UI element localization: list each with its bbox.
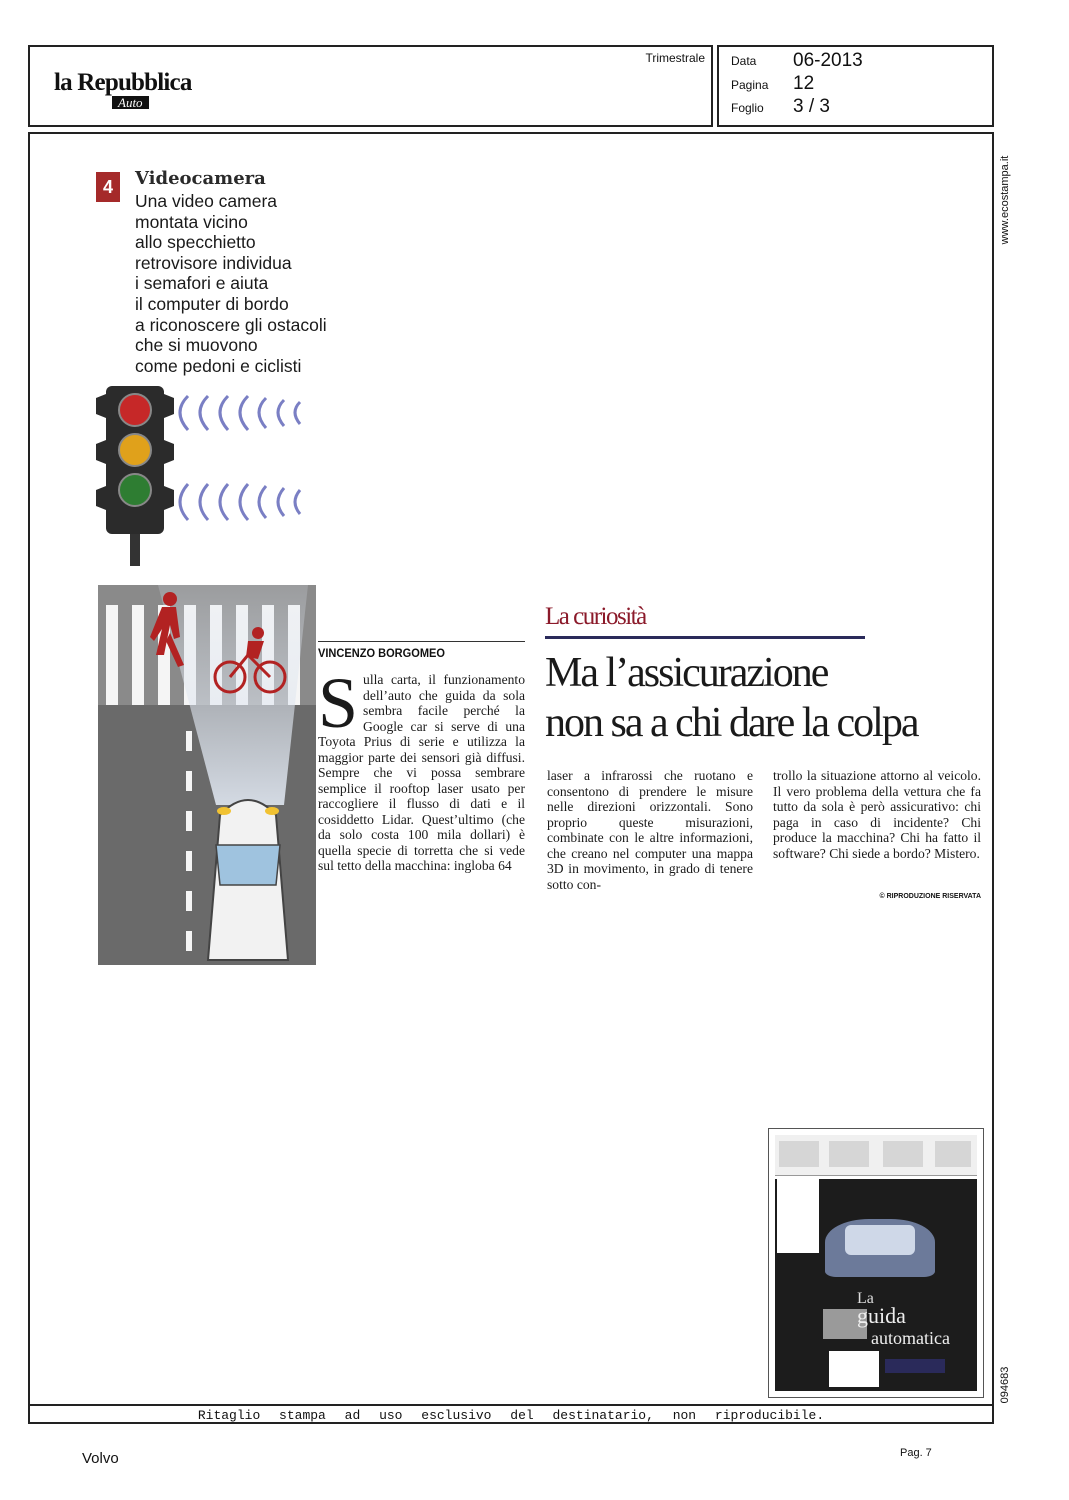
pagina-value: 12	[793, 73, 815, 94]
thumbnail-dark-page	[775, 1179, 977, 1391]
headline-line-1: Ma l’assicurazione	[545, 650, 828, 696]
article-column-3	[773, 768, 981, 861]
description-line: che si muovono	[135, 335, 258, 356]
description-line: come pedoni e ciclisti	[135, 355, 302, 376]
thumbnail-title-line-1: La	[857, 1290, 874, 1307]
column-2-text: laser a infrarossi che ruotano e consentono di prendere le misure nelle direzioni orizzontali. Sono proprio queste misurazioni, combinate con le altre informazioni, che creano nel computer una mappa 3D in movimento, in grado di tenere sotto con-	[547, 768, 753, 892]
page-number: Pag. 7	[900, 1447, 932, 1459]
footer-divider	[30, 1404, 992, 1406]
header-meta-box	[717, 45, 994, 127]
column-1-text: ulla carta, il funzionamento dell’auto che guida da sola sembra facile perché la Google car si serve di una Toyota Prius di serie e utilizza la maggior parte dei sensori già diffusi. Sempre che vi possa sembrare semplice il rooftop laser usato per raccogliere il flusso di dati e il cosiddetto Lidar. Quest’ultimo (che da solo costa 100 mila dollari) è quella specie di torretta che si vede sul tetto della macchina: ingloba 64	[318, 672, 525, 873]
data-value: 06-2013	[793, 50, 863, 71]
page-thumbnail	[768, 1128, 984, 1398]
periodicity-label: Trimestrale	[645, 51, 705, 65]
description-line: retrovisore individua	[135, 252, 292, 273]
article-headline	[545, 648, 975, 748]
pagina-label: Pagina	[731, 78, 769, 92]
headline-line-2: non sa a chi dare la colpa	[545, 700, 918, 746]
kicker-rule	[545, 636, 865, 639]
foglio-label: Foglio	[731, 101, 764, 115]
description-line: allo specchietto	[135, 232, 256, 253]
car-icon	[208, 800, 288, 960]
green-light	[119, 474, 151, 506]
footer-notice: Ritaglio stampa ad uso esclusivo del destinatario, non riproducibile.	[197, 1408, 825, 1423]
description-line: Una video camera	[135, 191, 278, 211]
traffic-light-pole	[130, 530, 140, 566]
description-line: a riconoscere gli ostacoli	[135, 314, 327, 335]
clipping-code: 094683	[999, 1366, 1011, 1404]
red-light	[119, 394, 151, 426]
amber-light	[119, 434, 151, 466]
videocamera-description	[135, 191, 365, 376]
article-kicker: La curiosità	[545, 603, 646, 630]
traffic-light-illustration	[92, 380, 312, 570]
drop-cap: S	[318, 663, 359, 743]
data-label: Data	[731, 54, 757, 68]
crosswalk-illustration	[98, 585, 316, 965]
thumbnail-top-strip	[775, 1135, 977, 1176]
description-line: montata vicino	[135, 211, 248, 232]
description-line: il computer di bordo	[135, 293, 289, 314]
step-number-badge: 4	[96, 172, 120, 202]
byline-rule	[318, 641, 525, 642]
foglio-value: 3 / 3	[793, 96, 830, 117]
article-column-1	[318, 663, 525, 874]
header-left-box	[28, 45, 713, 127]
client-name: Volvo	[82, 1450, 119, 1467]
videocamera-title: Videocamera	[135, 168, 266, 189]
thumbnail-title-line-2: guida	[857, 1303, 906, 1328]
newspaper-logo-supplement: Auto	[112, 96, 149, 109]
source-url: www.ecostampa.it	[999, 155, 1011, 245]
column-3-text: trollo la situazione attorno al veicolo. Il vero problema della vettura che fa tutto da sola è però assicurativo: chi paga in caso di incidente? Chi produce la macchina? Chi ha fatto il software? Chi siede a bordo? Mistero.	[773, 768, 981, 861]
copyright-notice: © RIPRODUZIONE RISERVATA	[879, 893, 981, 900]
article-column-2	[547, 768, 753, 892]
article-byline: VINCENZO BORGOMEO	[318, 646, 445, 660]
camera-signal-waves-bottom	[180, 484, 300, 520]
camera-signal-waves-top	[180, 396, 300, 430]
description-line: i semafori e aiuta	[135, 273, 269, 294]
newspaper-logo: la Repubblica	[54, 69, 192, 96]
thumbnail-title-line-3: automatica	[871, 1328, 950, 1348]
